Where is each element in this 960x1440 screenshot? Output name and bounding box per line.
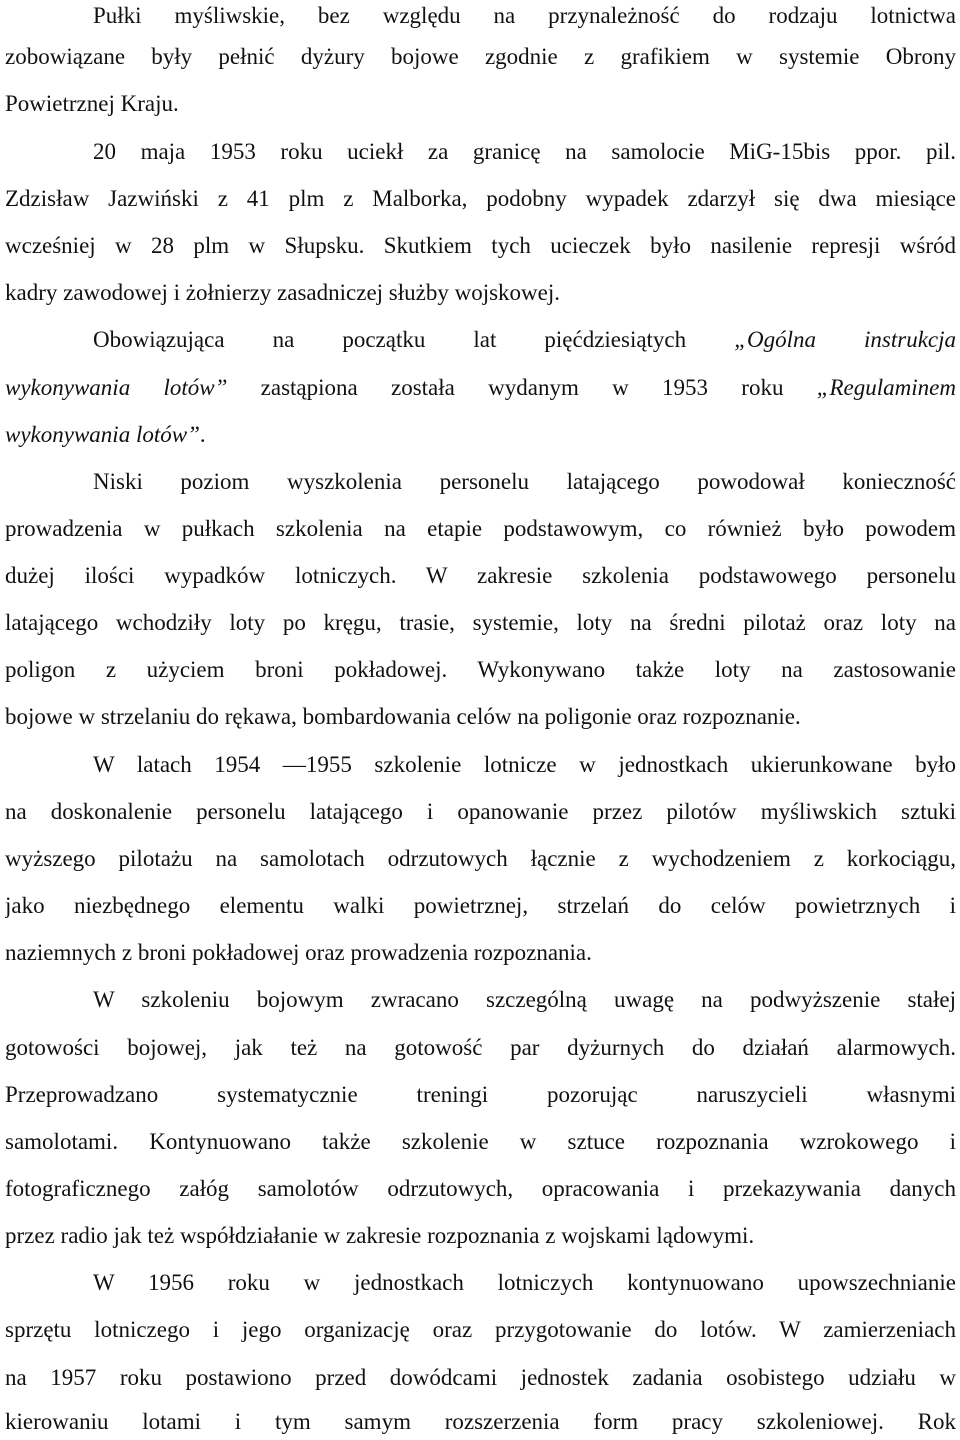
title-italic: wykonywania lotów” (5, 375, 228, 400)
text-line: latającego wchodziły loty po kręgu, trasie, systemie, loty na średni pilotaż oraz loty na (5, 610, 956, 635)
text-line: Pułki myśliwskie, bez względu na przynależność do rodzaju lotnictwa (93, 3, 956, 28)
text-line: na 1957 roku postawiono przed dowódcami jednostek zadania osobistego udziału w (5, 1365, 956, 1390)
text-line: W latach 1954 —1955 szkolenie lotnicze w jednostkach ukierunkowane było (93, 752, 956, 777)
text-line: 20 maja 1953 roku uciekł za granicę na samolocie MiG-15bis ppor. pil. (93, 139, 956, 164)
text-line: poligon z użyciem broni pokładowej. Wykonywano także loty na zastosowanie (5, 657, 956, 682)
text-line (5, 419, 956, 451)
text-line: sprzętu lotniczego i jego organizację oraz przygotowanie do lotów. W zamierzeniach (5, 1317, 956, 1342)
text-line: samolotami. Kontynuowano także szkolenie w sztuce rozpoznania wzrokowego i (5, 1129, 956, 1154)
text-line (5, 372, 956, 404)
text-line: kadry zawodowej i żołnierzy zasadniczej służby wojskowej. (5, 280, 560, 305)
text-line: jako niezbędnego elementu walki powietrznej, strzelań do celów powietrznych i (5, 893, 956, 918)
text-segment: Obowiązująca na początku lat pięćdziesiątych (93, 327, 735, 352)
text-line: gotowości bojowej, jak też na gotowość par dyżurnych do działań alarmowych. (5, 1035, 956, 1060)
text-line: Przeprowadzano systematycznie treningi pozorując naruszycieli własnymi (5, 1082, 956, 1107)
text-line: dużej ilości wypadków lotniczych. W zakresie szkolenia podstawowego personelu (5, 563, 956, 588)
text-line: Zdzisław Jazwiński z 41 plm z Malborka, podobny wypadek zdarzył się dwa miesiące (5, 186, 956, 211)
text-line: fotograficznego załóg samolotów odrzutowych, opracowania i przekazywania danych (5, 1176, 956, 1201)
text-line: wyższego pilotażu na samolotach odrzutowych łącznie z wychodzeniem z korkociągu, (5, 846, 956, 871)
text-line: W szkoleniu bojowym zwracano szczególną uwagę na podwyższenie stałej (93, 987, 956, 1012)
text-line: przez radio jak też współdziałanie w zakresie rozpoznania z wojskami lądowymi. (5, 1223, 755, 1248)
title-italic: „Ogólna instrukcja (734, 327, 956, 352)
text-line: bojowe w strzelaniu do rękawa, bombardowania celów na poligonie oraz rozpoznanie. (5, 704, 801, 729)
text-line: W 1956 roku w jednostkach lotniczych kontynuowano upowszechnianie (93, 1270, 956, 1295)
document-page (5, 0, 956, 1440)
text-line: na doskonalenie personelu latającego i opanowanie przez pilotów myśliwskich sztuki (5, 799, 956, 824)
text-line: naziemnych z broni pokładowej oraz prowadzenia rozpoznania. (5, 940, 592, 965)
text-line: prowadzenia w pułkach szkolenia na etapie podstawowym, co również było powodem (5, 516, 956, 541)
text-line: kierowaniu lotami i tym samym rozszerzenia form pracy szkoleniowej. Rok (5, 1409, 956, 1434)
text-line: zobowiązane były pełnić dyżury bojowe zgodnie z grafikiem w systemie Obrony (5, 44, 956, 69)
text-segment: zastąpiona została wydanym w 1953 roku (227, 375, 817, 400)
text-line (5, 324, 956, 356)
text-line: Powietrznej Kraju. (5, 91, 179, 116)
text-segment: . (199, 422, 206, 447)
text-line: wcześniej w 28 plm w Słupsku. Skutkiem tych ucieczek było nasilenie represji wśród (5, 233, 956, 258)
text-line: Niski poziom wyszkolenia personelu latającego powodował konieczność (93, 469, 956, 494)
title-italic: wykonywania lotów” (5, 422, 200, 447)
title-italic: „Regulaminem (816, 375, 956, 400)
